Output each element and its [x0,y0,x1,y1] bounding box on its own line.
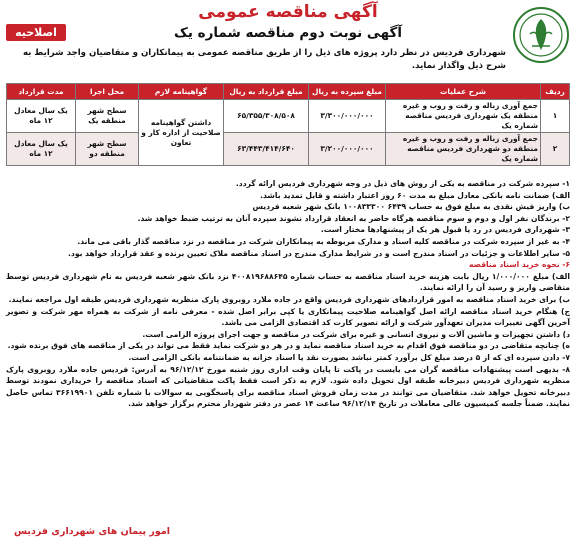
cell-deposit: ۳/۲۰۰/۰۰۰/۰۰۰ [309,133,386,166]
clause-deposit-b: ب) واریز فیش نقدی به مبلغ فوق به حساب ۶۴۳۹ ۱۰۰۸۳۳۳۰۰ بانک شهر شعبه فردیس [252,202,570,212]
clause-submission: ۸- بدیهی است پیشنهادات مناقصه گران می بایست در پاکت تا پایان وقت اداری روز شنبه مورخ ۹۶/۱۲/۱۲ به آدرس: فردیس جاده ملارد روبروی پارک منظریه شهرداری فردیس دبیرخانه طبقه اول تحویل داده شود. لازم به ذکر است فقط پاکت متقاضیانی که اسناد مناقصه را خریداری نمودند توسط دبیرخانه تحویل خواهد شد. متقاضیان می توانند در مدت زمان فروش اسناد مناقصه برای پاسخگویی به سوالات با شماره تلفن ۳۶۶۱۹۹۰۱ تماس حاصل نمایند. ضمناً جلسه کمیسیون عالی معاملات در تاریخ ۹۶/۱۲/۱۴ ساعت ۱۴ عصر در دفتر شهردار محترم برگزار خواهد شد. [6,364,571,409]
correction-badge: اصلاحیه [6,24,66,41]
cell-index: ۱ [541,100,570,133]
intro-text: شهرداری فردیس در نظر دارد پروژه های ذیل را از طریق مناقصه عمومی به پیمانکاران و متقاضیان واجد شرایط به شرح ذیل واگذار نماید. [22,48,506,71]
clause-purchase-b: ب) برای خرید اسناد مناقصه به امور قراردادهای شهرداری فردیس واقع در جاده ملارد روبروی پارک منظریه شهرداری فردیس طبقه اول مراجعه نمایند. [8,294,570,304]
col-duration: مدت قرارداد [7,84,76,100]
cell-description: جمع آوری زباله و رفت و روب و غیره منطقه دو شهرداری فردیس مناقصه شماره یک [386,133,541,166]
table-row [7,100,570,133]
col-certificate: گواهینامه لازم [139,84,224,100]
clause-purchase-a: الف) مبلغ ۱/۰۰۰/۰۰۰ ریال بابت هزینه خرید اسناد مناقصه به حساب شماره ۴۰۰۸۱۹۶۸۸۶۴۵ نزد بانک شهر شعبه فردیس به نام شهرداری فردیس توسط متقاضی واریز و رسید آن را ارائه نمایند. [6,271,570,293]
clause-winners: ۲- برندگان نفر اول و دوم و سوم مناقصه هرگاه حاضر به انعقاد قرارداد نشوند سپرده آنان به ترتیب ضبط خواهد شد. [137,213,570,223]
clause-deposit-a: الف) ضمانت نامه بانکی معادل مبلغ به مدت ۶۰ روز اعتبار داشته و قابل تمدید باشد. [260,190,570,200]
col-contract: مبلغ قرارداد به ریال [224,84,309,100]
clause-acceptance: ۳- شهرداری فردیس در رد یا قبول هر یک از پیشنهادها مختار است. [320,225,570,235]
clause-purchase-e: ه) چنانچه متقاضی در دو مناقصه فوق اقدام به خرید اسناد مناقصه نماید و در هر دو شرکت نماید فقط می تواند در یکی از مناقصه های فوق برنده شود. [7,341,570,351]
cell-contract: ۶۵/۳۵۵/۳۰۸/۵۰۸ [224,100,309,133]
projects-table [6,83,570,166]
notice-body [6,178,570,410]
col-index: ردیف [541,84,570,100]
col-location: محل اجرا [76,84,139,100]
cell-duration: یک سال معادل ۱۲ ماه [7,100,76,133]
clause-purchase-heading: ۶- نحوه خرید اسناد مناقصه [468,260,570,270]
clause-guarantee: ۷- دادن سپرده ای که از ۵ درصد مبلغ کل برآورد کمتر نباشد بصورت نقد یا اسناد خزانه به ضمانتنامه بانکی الزامی است. [128,352,570,362]
clause-deposit: ۱- سپرده شرکت در مناقصه به یکی از روش های ذیل در وجه شهرداری فردیس ارائه گردد. [235,179,570,188]
cell-description: جمع آوری زباله و رفت و روب و غیره منطقه یک شهرداری فردیس مناقصه شماره یک [386,100,541,133]
cell-certificate: داشتن گواهینامه صلاحیت از اداره کار و تعاون [139,100,224,166]
cell-duration: یک سال معادل ۱۲ ماه [7,133,76,166]
cell-index: ۲ [541,133,570,166]
table-row [7,133,570,166]
col-description: شرح عملیات [386,84,541,100]
issuer-signature: امور پیمان های شهرداری فردیس [14,526,170,537]
cell-contract: ۶۳/۴۴۳/۴۱۴/۶۴۰ [224,133,309,166]
table-header-row [7,84,570,100]
col-deposit: مبلغ سپرده به ریال [309,84,386,100]
cell-location: سطح شهر منطقه دو [76,133,139,166]
cell-deposit: ۳/۳۰۰/۰۰۰/۰۰۰ [309,100,386,133]
clause-purchase-c: ج) هنگام خرید اسناد مناقصه ارائه اصل گواهینامه صلاحیت پیمانکاری یا کپی برابر اصل شده - معرفی نامه از شرکت به همراه مهر شرکت و تصویر آخرین آگهی تغییرات مدیران تعهدآور شرکت و ارائه تصویر کارت کد اقتصادی الزامی می باشد. [6,306,570,328]
cell-location: سطح شهر منطقه یک [76,100,139,133]
notice-title: آگهی مناقصه عمومی [198,2,378,22]
clause-documents: ۴- به غیر از سپرده شرکت در مناقصه کلیه اسناد و مدارک مربوطه به پیمانکاران شرکت در مناقصه در نزد مناقصه گذار باقی می ماند. [77,236,570,246]
clause-purchase-d: د) داشتن تجهیزات و ماشین آلات و نیروی انسانی و غیره برای شرکت در مناقصه و جهت اجرای پروژه الزامی است. [142,329,570,339]
notice-subtitle: آگهی نوبت دوم مناقصه شماره یک [174,25,402,41]
clause-details: ۵- سایر اطلاعات و جزئیات در اسناد مندرج است و در شرایط مدارک مندرج در اسناد مناقصه ملاک تعیین برنده و عقد قرارداد خواهد بود. [68,248,570,258]
